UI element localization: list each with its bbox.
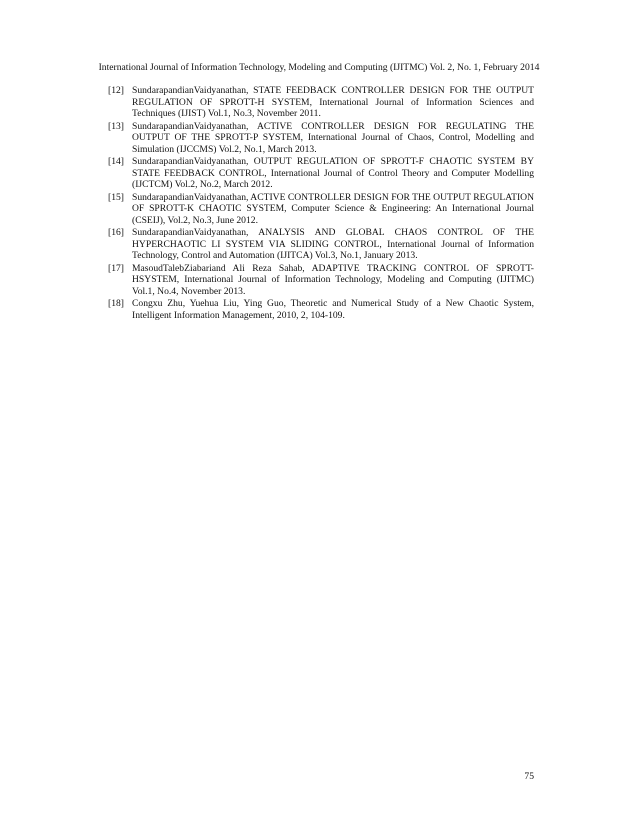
reference-number: [13]	[108, 120, 124, 132]
running-header: International Journal of Information Technology, Modeling and Computing (IJITMC) Vol. 2, No. 1, February 2014	[98, 62, 540, 73]
reference-text: SundarapandianVaidyanathan, STATE FEEDBACK CONTROLLER DESIGN FOR THE OUTPUT REGULATION OF SPROTT-H SYSTEM, International Journal of Information Sciences and Techniques (IJIST) Vol.1, No.3, November 2011.	[132, 85, 534, 119]
reference-item-18	[108, 298, 534, 321]
reference-text: MasoudTalebZiabariand Ali Reza Sahab, ADAPTIVE TRACKING CONTROL OF SPROTT-HSYSTEM, International Journal of Information Technology, Modeling and Computing (IJITMC) Vol.1, No.4, November 2013.	[132, 262, 534, 297]
reference-list	[108, 85, 534, 322]
reference-text: SundarapandianVaidyanathan, OUTPUT REGULATION OF SPROTT-F CHAOTIC SYSTEM BY STATE FEEDBACK CONTROL, International Journal of Control Theory and Computer Modelling (IJCTCM) Vol.2, No.2, March 2012.	[132, 156, 534, 190]
page-number: 75	[524, 771, 534, 782]
reference-item-12	[108, 85, 534, 120]
reference-number: [12]	[108, 85, 124, 96]
reference-item-15	[108, 192, 534, 227]
reference-number: [16]	[108, 227, 124, 238]
reference-text: Congxu Zhu, Yuehua Liu, Ying Guo, Theoretic and Numerical Study of a New Chaotic System, Intelligent Information Management, 2010, 2, 104-109.	[132, 298, 534, 321]
reference-text: SundarapandianVaidyanathan, ACTIVE CONTROLLER DESIGN FOR THE OUTPUT REGULATION OF SPROTT-K CHAOTIC SYSTEM, Computer Science & Engineering: An International Journal (CSEIJ), Vol.2, No.3, June 2012.	[132, 191, 535, 226]
reference-text: SundarapandianVaidyanathan, ANALYSIS AND GLOBAL CHAOS CONTROL OF THE HYPERCHAOTIC LI SYSTEM VIA SLIDING CONTROL, International Journal of Information Technology, Control and Automation (IJITCA) Vol.3, No.1, January 2013.	[132, 227, 534, 261]
reference-item-13	[108, 121, 534, 156]
reference-number: [17]	[108, 262, 124, 274]
reference-item-14	[108, 156, 534, 191]
reference-number: [14]	[108, 156, 124, 167]
reference-item-17	[108, 263, 534, 298]
reference-item-16	[108, 227, 534, 262]
reference-text: SundarapandianVaidyanathan, ACTIVE CONTROLLER DESIGN FOR REGULATING THE OUTPUT OF THE SPROTT-P SYSTEM, International Journal of Chaos, Control, Modelling and Simulation (IJCCMS) Vol.2, No.1, March 2013.	[132, 120, 534, 155]
reference-number: [15]	[108, 191, 124, 203]
reference-number: [18]	[108, 298, 124, 309]
